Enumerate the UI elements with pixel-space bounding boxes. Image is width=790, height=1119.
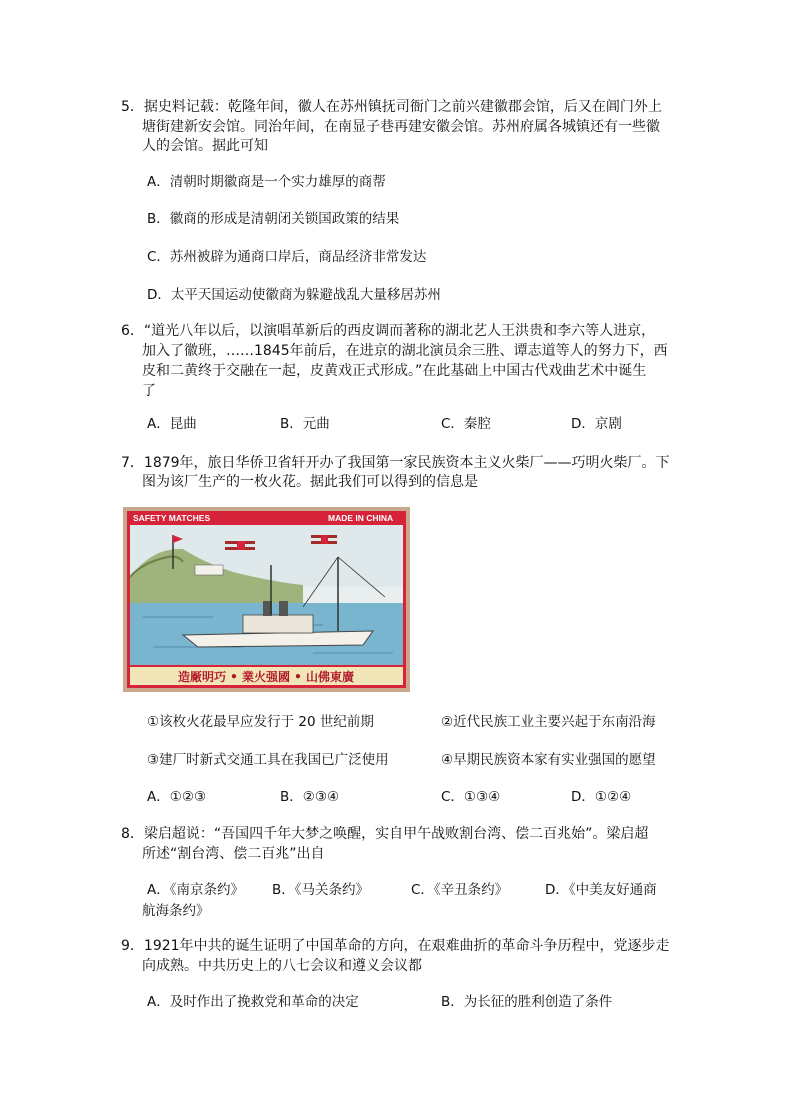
q7-option-b[interactable]: B．②③④ [280, 789, 340, 805]
matchbox-top-right-text: MADE IN CHINA [328, 513, 394, 523]
q5-option-c[interactable]: C．苏州被辟为通商口岸后，商品经济非常发达 [147, 249, 427, 265]
q7-statement-2: ②近代民族工业主要兴起于东南沿海 [441, 714, 656, 730]
q6-stem-line-2: 加入了徽班，……1845年前后，在进京的湖北演员余三胜、谭志道等人的努力下，西 [142, 343, 668, 359]
q7-stem-line-2: 图为该厂生产的一枚火花。据此我们可以得到的信息是 [142, 474, 478, 490]
q9-option-b[interactable]: B．为长征的胜利创造了条件 [441, 994, 613, 1010]
q8-option-a[interactable]: A．《南京条约》 [147, 882, 244, 898]
q8-stem-line-1: 8．梁启超说：“吾国四千年大梦之唤醒，实自甲午战败割台湾、偿二百兆始”。梁启超 [121, 826, 649, 842]
q8-option-c[interactable]: C．《辛丑条约》 [411, 882, 509, 898]
q9-stem-line-1: 9．1921年中共的诞生证明了中国革命的方向，在艰难曲折的革命斗争历程中，党逐步走 [121, 938, 670, 954]
q6-option-c[interactable]: C．秦腔 [441, 416, 491, 432]
q6-stem-line-1: 6．“道光八年以后，以演唱革新后的西皮调而著称的湖北艺人王洪贵和李六等人进京， [121, 323, 656, 339]
matchbox-bottom-text: 造厰明巧 • 業火强國 • 山佛東廣 [177, 670, 355, 684]
q8-option-d[interactable]: D．《中美友好通商 [545, 882, 657, 898]
q7-option-a[interactable]: A．①②③ [147, 789, 207, 805]
q7-statement-3: ③建厂时新式交通工具在我国已广泛使用 [147, 752, 389, 768]
q5-stem-line-3: 人的会馆。据此可知 [142, 138, 268, 154]
q9-option-a[interactable]: A．及时作出了挽救党和革命的决定 [147, 994, 359, 1010]
q6-stem-line-4: 了 [142, 383, 156, 399]
q7-option-c[interactable]: C．①③④ [441, 789, 501, 805]
q7-stem-line-1: 7．1879年，旅日华侨卫省轩开办了我国第一家民族资本主义火柴厂——巧明火柴厂。下 [121, 455, 670, 471]
q5-option-d[interactable]: D．太平天国运动使徽商为躲避战乱大量移居苏州 [147, 287, 441, 303]
q6-option-a[interactable]: A．昆曲 [147, 416, 197, 432]
q6-option-d[interactable]: D．京剧 [571, 416, 622, 432]
q5-option-a[interactable]: A．清朝时期徽商是一个实力雄厚的商帮 [147, 174, 386, 190]
q7-option-d[interactable]: D．①②④ [571, 789, 632, 805]
matchbox-top-left-text: SAFETY MATCHES [133, 513, 211, 523]
shore-building [195, 565, 223, 575]
q7-statement-1: ①该枚火花最早应发行于 20 世纪前期 [147, 714, 374, 730]
q5-option-b[interactable]: B．徽商的形成是清朝闭关锁国政策的结果 [147, 211, 400, 227]
q8-stem-line-2: 所述“割台湾、偿二百兆”出自 [142, 846, 325, 862]
q5-stem-line-1: 5．据史料记载：乾隆年间，徽人在苏州镇抚司衙门之前兴建徽郡会馆，后又在阊门外上 [121, 99, 662, 115]
q8-option-b[interactable]: B．《马关条约》 [272, 882, 370, 898]
q7-statement-4: ④早期民族资本家有实业强国的愿望 [441, 752, 656, 768]
matchbox-label-image [123, 507, 410, 692]
q6-stem-line-3: 皮和二黄终于交融在一起，皮黄戏正式形成。”在此基础上中国古代戏曲艺术中诞生 [142, 363, 647, 379]
q5-stem-line-2: 塘街建新安会馆。同治年间，在南显子巷再建安徽会馆。苏州府属各城镇还有一些徽 [142, 119, 660, 135]
q8-option-d-continuation: 航海条约》 [142, 903, 210, 919]
q6-option-b[interactable]: B．元曲 [280, 416, 330, 432]
q9-stem-line-2: 向成熟。中共历史上的八七会议和遵义会议都 [142, 958, 422, 974]
